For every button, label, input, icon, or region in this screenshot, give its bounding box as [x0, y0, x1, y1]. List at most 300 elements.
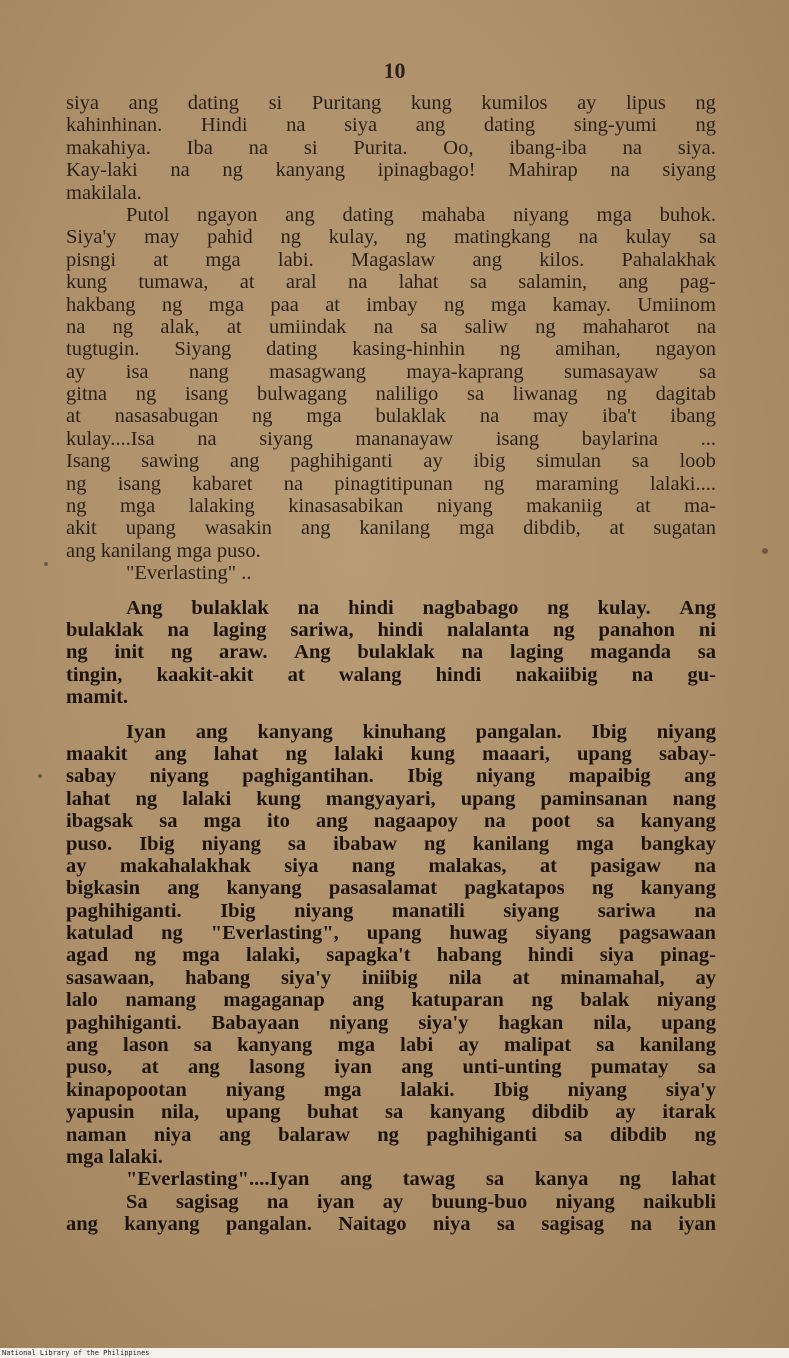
word: namang	[125, 989, 196, 1012]
word: huwag	[449, 922, 508, 945]
word: ibabaw	[333, 832, 397, 855]
word: lason	[123, 1034, 169, 1057]
text-line	[66, 473, 716, 495]
word: buhok.	[659, 203, 716, 226]
word: kulay.	[597, 596, 651, 619]
word: lalaki	[182, 787, 232, 810]
word: ng	[619, 1168, 641, 1191]
word: na	[286, 114, 306, 137]
word: Ibig	[407, 765, 443, 788]
word: kanyang	[640, 877, 716, 900]
paragraph-gap	[66, 585, 716, 597]
word: upang	[225, 1101, 281, 1124]
word: Iyan	[126, 720, 166, 743]
word: upang	[366, 922, 422, 945]
word: kinuhang	[362, 720, 446, 743]
word: isang	[117, 472, 161, 495]
word: Ibig	[591, 720, 627, 743]
word: saliw	[464, 315, 508, 338]
word: kanya	[534, 1168, 589, 1191]
word: mahaba	[421, 203, 486, 226]
word: kahinhinan.	[66, 114, 163, 137]
word: ng	[161, 293, 183, 316]
word: ibang-iba	[509, 136, 587, 159]
word: manatili	[391, 899, 465, 922]
word: na	[461, 641, 484, 664]
word: Pahalakhak	[621, 248, 716, 271]
word: panahon	[598, 618, 675, 641]
word: sa	[698, 226, 716, 249]
word: walang	[338, 663, 402, 686]
word: na	[347, 271, 368, 294]
word: ngayon	[655, 338, 716, 361]
page-number: 10	[383, 58, 406, 83]
word: sabay	[66, 765, 117, 788]
library-credit: National Library of the Philippines	[0, 1348, 789, 1358]
word: Kay-laki	[66, 159, 138, 182]
word: lalaking	[188, 495, 255, 518]
word: bulaklak	[357, 641, 435, 664]
word: Ibig	[220, 899, 256, 922]
word: kung	[256, 787, 301, 810]
word: na	[622, 136, 642, 159]
word: at	[325, 293, 340, 316]
word: hindi	[348, 596, 394, 619]
word: na	[197, 427, 217, 450]
word: kanyang	[226, 877, 302, 900]
word: kanyang	[275, 159, 346, 182]
word: mga	[337, 1034, 376, 1057]
word: simulan	[536, 450, 601, 473]
word: isang	[495, 427, 540, 450]
word: ng	[134, 944, 156, 967]
word: niyang	[656, 720, 716, 743]
word: lalaki....	[649, 472, 716, 495]
word: at	[239, 271, 255, 294]
text-line	[66, 1168, 716, 1190]
word: ay	[66, 854, 87, 877]
word: na	[373, 315, 393, 338]
word: kilos.	[539, 248, 585, 271]
word: pag-	[679, 271, 716, 294]
word: labi.	[277, 248, 314, 271]
word: ang	[684, 765, 716, 788]
word: ng	[161, 922, 183, 945]
word: kulay	[625, 226, 672, 249]
word: Siya'y	[66, 226, 117, 249]
text-line	[66, 338, 716, 360]
word: lalo	[66, 989, 98, 1012]
word: ang	[66, 1213, 98, 1236]
word: niyang	[149, 765, 209, 788]
word: dating	[187, 92, 240, 114]
text-line	[66, 137, 716, 159]
word: ay	[382, 1190, 404, 1213]
word: masagwang	[269, 360, 366, 383]
word: ay	[695, 966, 716, 989]
word: ang	[66, 1034, 98, 1057]
word: ang	[229, 450, 260, 473]
word: iyan	[678, 1213, 716, 1236]
word: mga	[205, 248, 241, 271]
word: na	[283, 472, 304, 495]
word: nalalanta	[447, 618, 530, 641]
text-line	[66, 1034, 716, 1056]
word: na	[631, 663, 654, 686]
text-line	[66, 944, 716, 966]
word: nila,	[593, 1011, 632, 1034]
word: sa	[697, 641, 716, 664]
word: laging	[509, 641, 564, 664]
word: na	[610, 159, 630, 182]
word: Hindi	[200, 114, 248, 137]
word: at	[153, 248, 169, 271]
text-line	[66, 788, 716, 810]
paragraph-gap	[66, 709, 716, 721]
word: ang	[195, 720, 228, 743]
word: Magaslaw	[350, 248, 436, 271]
word: lahat	[671, 1168, 716, 1191]
word: sapagka't	[326, 944, 411, 967]
word: ng	[135, 383, 157, 406]
word: liwanag	[512, 383, 578, 406]
word: buhat	[307, 1101, 359, 1124]
word: na	[696, 315, 716, 338]
word: ang	[154, 742, 187, 765]
word: lahat	[398, 271, 439, 294]
word: sariwa	[597, 899, 656, 922]
text-line	[66, 517, 716, 539]
word: at	[226, 315, 242, 338]
word: ang	[218, 1123, 251, 1146]
word: siyang	[503, 899, 560, 922]
word: ng	[405, 226, 427, 249]
word: ay	[66, 360, 86, 383]
word: kabaret	[192, 472, 253, 495]
word: ma-	[684, 495, 716, 518]
text-line	[66, 428, 716, 450]
word: niyang	[555, 1190, 615, 1213]
word: imbay	[366, 293, 418, 316]
word: mga	[119, 495, 156, 518]
word: paghihiganti.	[66, 1011, 182, 1034]
text-line: ang kanilang mga puso.	[66, 539, 261, 562]
word: iyan	[316, 1190, 355, 1213]
word: nagaapoy	[373, 810, 459, 833]
word: dibdib	[531, 1101, 589, 1124]
word: na	[630, 1213, 653, 1236]
word: ang	[352, 989, 385, 1012]
word: siya	[599, 944, 634, 967]
word: niyang	[294, 899, 354, 922]
word: siya	[284, 854, 319, 877]
word: siya'y	[665, 1078, 716, 1101]
word: na	[248, 136, 269, 159]
paper-speck	[38, 774, 42, 778]
text-line	[66, 721, 716, 743]
word: bulwagang	[256, 383, 347, 406]
word: nang	[188, 360, 229, 383]
word: siya'y	[280, 966, 332, 989]
word: kung	[66, 271, 107, 294]
word: Ang	[679, 596, 716, 619]
word: laging	[212, 618, 267, 641]
word: gitna	[66, 383, 107, 406]
text-line: mga lalaki.	[66, 1145, 163, 1168]
word: "Everlasting"....Iyan	[126, 1168, 310, 1191]
word: minamahal,	[560, 966, 665, 989]
word: lahat	[213, 742, 259, 765]
word: pasasalamat	[328, 877, 438, 900]
text-line	[66, 450, 716, 472]
word: kumilos	[481, 92, 548, 114]
word: kanyang	[429, 1101, 506, 1124]
word: kanyang	[124, 1213, 200, 1236]
word: ibang	[670, 405, 716, 428]
word: siya	[66, 92, 100, 114]
word: Naitago	[338, 1213, 407, 1236]
word: mga	[306, 405, 342, 428]
word: hindi	[377, 618, 424, 641]
word: at	[539, 854, 557, 877]
word: may	[533, 405, 569, 428]
word: pangalan.	[225, 1213, 312, 1236]
word: loob	[679, 450, 716, 473]
word: lahat	[66, 787, 111, 810]
word: niya	[153, 1123, 192, 1146]
word: paghihiganti	[426, 1123, 537, 1146]
word: upang	[661, 1011, 716, 1034]
word: ay	[458, 1034, 479, 1057]
word: nila	[448, 966, 482, 989]
text-line	[66, 855, 716, 877]
word: lipus	[625, 92, 666, 114]
word: kaakit-akit	[156, 663, 254, 686]
word: sa	[698, 360, 716, 383]
word: naliligo	[375, 383, 439, 406]
word: maganda	[590, 641, 672, 664]
text-line	[66, 294, 716, 316]
word: bigkasin	[66, 877, 141, 900]
word: paghigantihan.	[242, 765, 374, 788]
word: balaraw	[278, 1123, 350, 1146]
text-line	[66, 664, 716, 686]
word: si	[303, 136, 318, 159]
text-line	[66, 1124, 716, 1146]
word: aral	[285, 271, 317, 294]
text-line	[66, 900, 716, 922]
word: Siyang	[174, 338, 232, 361]
word: dibdib	[609, 1123, 667, 1146]
word: Isang	[66, 450, 111, 473]
word: hakbang	[66, 293, 136, 316]
word: na	[170, 159, 190, 182]
word: Ibig	[493, 1078, 529, 1101]
word: Mahirap	[508, 159, 578, 182]
word: maakit	[66, 742, 128, 765]
word: na	[694, 854, 716, 877]
text-line: mamit.	[66, 686, 129, 709]
word: pagsawaan	[619, 922, 716, 945]
word: sariwa,	[290, 618, 354, 641]
word: ay	[577, 92, 597, 114]
text-line	[66, 810, 716, 832]
word: nasasabugan	[114, 405, 219, 428]
word: bulaklak	[375, 405, 447, 428]
word: siyang	[662, 159, 716, 182]
word: kung	[410, 92, 452, 114]
word: puso.	[66, 832, 113, 855]
word: Umiinom	[637, 293, 716, 316]
word: mga	[458, 517, 495, 540]
word: dibdib,	[523, 517, 581, 540]
word: lalaki	[334, 742, 384, 765]
word: nakaiibig	[515, 663, 598, 686]
word: sa	[287, 832, 307, 855]
word: makaniig	[526, 495, 603, 518]
word: kulay....Isa	[66, 427, 155, 450]
word: ng	[66, 472, 87, 495]
word: sugatan	[653, 517, 716, 540]
word: niyang	[567, 1078, 627, 1101]
word: ng	[222, 159, 243, 182]
word: ng	[606, 383, 627, 406]
text-line	[66, 743, 716, 765]
word: paminsanan	[540, 787, 648, 810]
word: na	[297, 596, 320, 619]
text-line	[66, 226, 716, 248]
word: balak	[580, 989, 630, 1012]
word: pasigaw	[590, 854, 661, 877]
word: paa	[270, 293, 299, 316]
word: sagisag	[175, 1190, 239, 1213]
word: siyang	[259, 427, 313, 450]
word: ng	[170, 641, 193, 664]
text-line	[66, 833, 716, 855]
text-line	[66, 989, 716, 1011]
text-line	[66, 361, 716, 383]
word: mga	[208, 293, 244, 316]
word: unti-unting	[462, 1056, 562, 1079]
word: ng	[252, 405, 273, 428]
word: ng	[499, 338, 521, 361]
word: paghihiganti.	[66, 899, 182, 922]
word: ng	[695, 92, 716, 114]
word: na	[578, 226, 598, 249]
text-line	[66, 597, 716, 619]
word: naman	[66, 1123, 127, 1146]
text-line	[66, 1191, 716, 1213]
word: sabay-	[658, 742, 716, 765]
word: magaganap	[223, 989, 325, 1012]
word: ng	[552, 618, 575, 641]
word: sa	[496, 1213, 516, 1236]
text-line	[66, 1056, 716, 1078]
word: makahiya.	[66, 136, 151, 159]
word: tingin,	[66, 663, 123, 686]
word: sa	[469, 271, 487, 294]
word: ni	[698, 618, 716, 641]
word: mga	[490, 293, 527, 316]
word: akit	[66, 517, 97, 540]
word: nila,	[161, 1101, 200, 1124]
word: itarak	[662, 1101, 716, 1124]
word: ng	[424, 832, 446, 855]
word: Oo,	[443, 136, 474, 159]
text-line	[66, 922, 716, 944]
word: nang	[672, 787, 716, 810]
word: mga	[203, 810, 242, 833]
word: sa	[466, 383, 485, 406]
word: mananayaw	[355, 427, 454, 450]
word: salamin,	[518, 271, 588, 294]
word: mga	[323, 1078, 362, 1101]
word: ang	[315, 810, 348, 833]
word: kasing-hinhin	[352, 338, 466, 361]
word: ng	[377, 1123, 399, 1146]
word: niyang	[436, 495, 493, 518]
text-line	[66, 92, 716, 114]
word: na	[266, 1190, 289, 1213]
word: sa	[631, 450, 649, 473]
word: ng	[66, 495, 87, 518]
word: katuparan	[411, 989, 504, 1012]
word: ng	[694, 1123, 716, 1146]
word: kung	[410, 742, 455, 765]
word: sasawaan,	[66, 966, 155, 989]
word: sa	[420, 315, 438, 338]
word: puso,	[66, 1056, 113, 1079]
word: pahid	[207, 226, 253, 249]
word: ngayon	[197, 203, 258, 226]
word: pinagtitipunan	[334, 472, 453, 495]
word: tugtugin.	[66, 338, 140, 361]
word: upang	[577, 742, 632, 765]
word: ang	[415, 114, 446, 137]
word: kinasasabikan	[288, 495, 404, 518]
word: Babayaan	[211, 1011, 300, 1034]
word: sa	[385, 1101, 404, 1124]
word: tumawa,	[138, 271, 209, 294]
word: ito	[267, 810, 290, 833]
word: ng	[112, 315, 134, 338]
word: pisngi	[66, 248, 117, 271]
text-line	[66, 1012, 716, 1034]
word: niyang	[201, 832, 261, 855]
text-line	[66, 316, 716, 338]
word: ng	[547, 596, 569, 619]
word: araw.	[219, 641, 268, 664]
word: dating	[266, 338, 318, 361]
word: ipinagbago!	[377, 159, 476, 182]
word: agad	[66, 944, 109, 967]
word: kanilang	[639, 1034, 716, 1057]
word: poot	[531, 810, 571, 833]
word: mahaharot	[582, 315, 670, 338]
word: ang	[472, 248, 503, 271]
word: iba't	[602, 405, 637, 428]
word: ang	[300, 517, 331, 540]
text-line: makilala.	[66, 181, 142, 204]
text-line	[66, 1213, 716, 1235]
word: paghihiganti	[290, 450, 393, 473]
text-line	[66, 1101, 716, 1123]
word: baylarina	[581, 427, 659, 450]
word: Ang	[294, 641, 331, 664]
word: maaari,	[482, 742, 550, 765]
word: ibagsak	[66, 810, 134, 833]
word: amihan,	[555, 338, 621, 361]
